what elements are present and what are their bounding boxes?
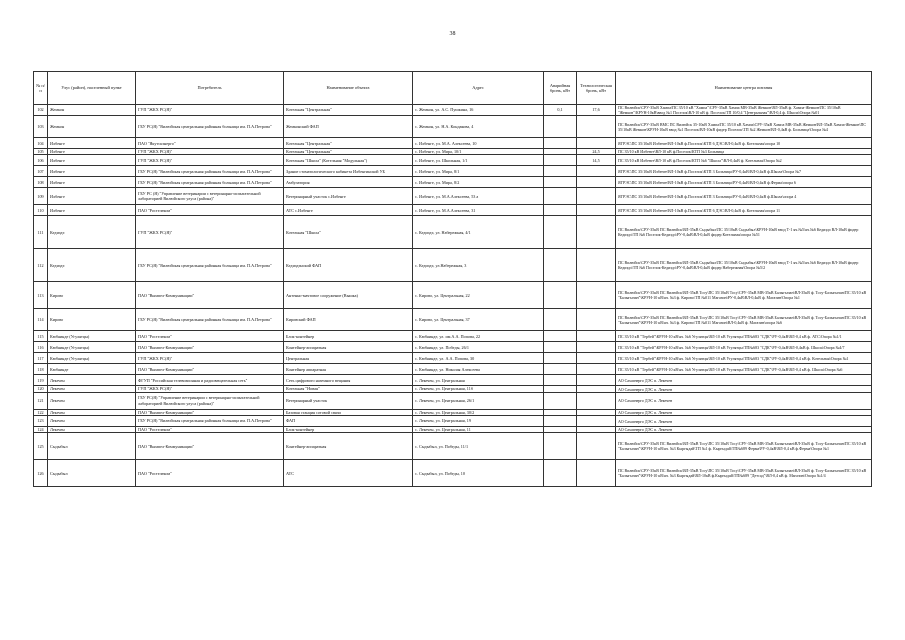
emergency-reserve-cell [544, 460, 577, 487]
row-number: 103 [34, 116, 48, 138]
emergency-reserve-cell [544, 282, 577, 309]
power-center-cell: ЯГРЭС\ПС 35/10кВ Илбенге\ВЛ-10кВ ф.Поселок\КТП 6 ДЭС\ВЛ-0,4кВ ф. Котельная\опора 11 [616, 205, 872, 216]
address-cell: с. Илбенге, ул. Школьная, 1/1 [413, 155, 544, 166]
table-row [34, 216, 872, 249]
consumer-cell: ГУП "ЖКХ РС(Я)" [136, 149, 284, 155]
address-cell: с. Кюбяинде, ул. Николая Алексеева [413, 364, 544, 375]
table-row [34, 392, 872, 409]
technological-reserve-cell [577, 205, 616, 216]
emergency-reserve-cell [544, 433, 577, 460]
object-cell: Центральная [284, 353, 413, 364]
settlement-cell: Лекечен [48, 427, 136, 433]
table-row [34, 188, 872, 205]
technological-reserve-cell [577, 166, 616, 177]
power-center-cell: АО Сахаэнерго ДЭС п. Лекечен [616, 386, 872, 392]
row-number: 118 [34, 364, 48, 375]
technological-reserve-cell [577, 416, 616, 427]
consumer-cell: ГБУ РС(Я) "Вилюйская центральная районная больница им. П.А.Петрова" [136, 166, 284, 177]
settlement-cell: Илбенге [48, 188, 136, 205]
table-row [34, 460, 872, 487]
power-center-cell: АО Сахаэнерго ДЭС п. Лекечен [616, 375, 872, 386]
object-cell: Котельная "Центральная" [284, 138, 413, 149]
column-header: Наименование объекта [284, 72, 413, 105]
object-cell: Ветеринарный участок [284, 392, 413, 409]
table-row [34, 416, 872, 427]
technological-reserve-cell [577, 353, 616, 364]
row-number: 117 [34, 353, 48, 364]
technological-reserve-cell [577, 364, 616, 375]
power-center-cell: АО Сахаэнерго ДЭС п. Лекечен [616, 392, 872, 409]
row-number: 105 [34, 149, 48, 155]
address-cell: с. Илбенге, ул. М.А.Алексеева, 53 а [413, 188, 544, 205]
row-number: 123 [34, 416, 48, 427]
column-header: Потребитель [136, 72, 284, 105]
emergency-reserve-cell [544, 353, 577, 364]
row-number: 124 [34, 427, 48, 433]
power-center-cell: ПС Вилюйск\СРУ-35кВ ПС Вилюйск\ВЛ-35кВ Тосу\ПС 35/10кВ Тосу\СРУ-35кВ МВ-35кВ Балыгычан\ВЛ-35кВ ф. Тосу-Балыгычан\ПС 35/10 кВ "Балыгычан"\КРУН-10 кВ\яч. №3 ф. Кирово\ТП №011 Магазин\ВЛ-0,4кВ ф. Магазин\опора №6 [616, 309, 872, 331]
consumer-cell: ПАО "Вымпел-Коммуникации" [136, 433, 284, 460]
address-cell: с. Кюбяинде, ул. Победы, 26/1 [413, 342, 544, 353]
power-center-cell: ПС Вилюйск\СРУ-35кВ ПС Вилюйск\ВЛ-35кВ Сыдыбыл\ПС 35/10кВ Сыдыбыл\КРУН-10кВ ввод Т-1 яч.№5\яч.№6 Кедиэдэ ВЛ-10кВ фидер Кедиэдэ\ТП №6 Поселок-Кедиэдэ\РУ-0,4кВ\ВЛ-0,4кВ фидер Котельная\опора №51 [616, 216, 872, 249]
object-cell: АТС [284, 460, 413, 487]
consumer-cell: ГУП "ЖКХ РС(Я)" [136, 216, 284, 249]
consumer-cell: ПАО "Вымпел-Коммуникации" [136, 342, 284, 353]
settlement-cell: Лекечен [48, 416, 136, 427]
technological-reserve-cell [577, 188, 616, 205]
address-cell: с. Кирово, ул. Центральная, 37 [413, 309, 544, 331]
object-cell: Сеть цифрового наземного вещания [284, 375, 413, 386]
consumer-cell: ГБУ РС(Я) "Вилюйская центральная районная больница им. П.А.Петрова" [136, 309, 284, 331]
consumer-cell: ПАО "Ростелеком" [136, 427, 284, 433]
consumer-cell: ПАО "Вымпел-Коммуникации" [136, 409, 284, 415]
column-header: Аварийная бронь, кВт [544, 72, 577, 105]
table-row [34, 282, 872, 309]
row-number: 109 [34, 188, 48, 205]
consumer-cell: ГУП "ЖКХ РС(Я)" [136, 105, 284, 116]
emergency-reserve-cell [544, 392, 577, 409]
address-cell: с. Илбенге, ул. М.А. Алексеева, 10 [413, 138, 544, 149]
power-center-cell: ПС 35/10 кВ Илбенге\ВЛ-10 кВ ф.Поселок\КТП №3 Больница [616, 149, 872, 155]
settlement-cell: Лекечен [48, 409, 136, 415]
power-center-cell: ПС 35/10 кВ "Тербей"\КРУН-10 кВ\яч. №6 Угулятцы\ВЛ-10 кВ Угулятцы\ТП№683 "СДК"\РУ-0,4кВ\ВЛ-0,4 кВ ф. Школа\Опора №6 [616, 364, 872, 375]
address-cell: с. Сыдыбыл, ул. Победы, 10 [413, 460, 544, 487]
table-body [34, 105, 872, 487]
settlement-cell: Кюбяинде (Угулятцы) [48, 342, 136, 353]
table-row [34, 353, 872, 364]
table-row [34, 205, 872, 216]
address-cell: с. Кюбяинде, ул. им.А.А. Попова, 22 [413, 331, 544, 342]
table-row [34, 342, 872, 353]
column-header: Технологическая бронь, кВт [577, 72, 616, 105]
power-center-cell: ЯГРЭС\ПС 35/10кВ Илбенге\ВЛ-10кВ ф.Поселок\КТП 6 ДЭС\ВЛ-0,4кВ ф. Котельная\опора 10 [616, 138, 872, 149]
power-center-cell: ЯГРЭС\ПС 35/10кВ Илбенге\ВЛ-10кВ ф.Поселок\КТП 3 Больница\РУ-0,4кВ\ВЛ-0,4кВ ф.Ферма\опора 6 [616, 177, 872, 188]
consumer-cell: ПАО "Ростелеком" [136, 460, 284, 487]
row-number: 113 [34, 282, 48, 309]
technological-reserve-cell [577, 309, 616, 331]
address-cell: с. Лекечен, ул. Центральная, 11б [413, 386, 544, 392]
settlement-cell: Илбенге [48, 177, 136, 188]
power-center-cell: ПС 35/10 кВ "Тербей"\КРУН-10 кВ\яч. №6 Угулятцы\ВЛ-10 кВ Угулятцы\ТП№683 "СДК"\РУ-0,4кВ\ВЛ-0,4 кВ ф. Котельная\Опора №1 [616, 353, 872, 364]
consumer-cell: ГУП "ЖКХ РС(Я)" [136, 353, 284, 364]
column-header: № п/п [34, 72, 48, 105]
address-cell: с. Илбенге, ул. М.А.Алексеева, 31 [413, 205, 544, 216]
column-header: Адрес [413, 72, 544, 105]
row-number: 111 [34, 216, 48, 249]
emergency-reserve-cell [544, 309, 577, 331]
page-number: 38 [449, 31, 456, 37]
row-number: 114 [34, 309, 48, 331]
settlement-cell: Кюбяинде (Угулятцы) [48, 331, 136, 342]
object-cell: ФАП [284, 416, 413, 427]
row-number: 116 [34, 342, 48, 353]
power-center-cell: ПС Вилюйск\СРУ-35кВ ПС Вилюйск\ВЛ-35кВ Тосу\ПС 35/10кВ Тосу\СРУ-35кВ МВ-35кВ Балыгычан\ВЛ-35кВ ф. Тосу-Балыгычан\ПС 35/10 кВ "Балыгычан"\КРУН-10 кВ\яч. №3 ф. Кирово\ТП №011 Магазин\РУ-0,4кВ\ВЛ-0,4кВ ф. Магазин\Опора №1 [616, 282, 872, 309]
table-row [34, 331, 872, 342]
row-number: 102 [34, 105, 48, 116]
table-row [34, 364, 872, 375]
settlement-cell: Лекечен [48, 392, 136, 409]
row-number: 125 [34, 433, 48, 460]
technological-reserve-cell [577, 282, 616, 309]
object-cell: Амбулатория [284, 177, 413, 188]
object-cell: Кедиэдэнский ФАП [284, 249, 413, 282]
emergency-reserve-cell [544, 138, 577, 149]
consumer-cell: ГБУ РС(Я) "Вилюйская центральная районная больница им. П.А.Петрова" [136, 249, 284, 282]
consumer-cell: ПАО "Вымпел-Коммуникации" [136, 364, 284, 375]
settlement-cell: Илбенге [48, 166, 136, 177]
row-number: 104 [34, 138, 48, 149]
object-cell: Блок-контейнер [284, 331, 413, 342]
emergency-reserve-cell [544, 216, 577, 249]
address-cell: с. Кирово, ул. Центральная, 22 [413, 282, 544, 309]
technological-reserve-cell: 17,6 [577, 105, 616, 116]
settlement-cell: Илбенге [48, 205, 136, 216]
power-center-cell: ПС Вилюйск\СРУ-35кВ ПС Вилюйск\ВЛ-35кВ Тосу\ПС 35/10кВ Тосу\СРУ-35кВ МВ-35кВ Балыгычан\ВЛ-35кВ ф. Тосу-Балыгычан\ПС 35/10 кВ "Балыгычан"\КРУН-10 кВ\яч. №3 Кыргыдай\ВЛ-10кВ ф.Кыргыдай\ТП№689 "Детсад"\ВЛ-0,4 кВ ф. Магазин\Опора №1/4 [616, 460, 872, 487]
row-number: 107 [34, 166, 48, 177]
technological-reserve-cell [577, 138, 616, 149]
object-cell: АТС с.Илбенге [284, 205, 413, 216]
row-number: 108 [34, 177, 48, 188]
column-header: Улус (район), населенный пункт [48, 72, 136, 105]
consumer-cell: ГУП "ЖКХ РС(Я)" [136, 155, 284, 166]
power-center-cell: ПС 35/10 кВ "Тербей"\КРУН-10 кВ\яч. №6 Угулятцы\ВЛ-10 кВ Угулятцы\ТП№683 "СДК"\РУ-0,4кВ\ВЛ-0,4 кВ ф. АТС\Опора №1/1 [616, 331, 872, 342]
emergency-reserve-cell [544, 155, 577, 166]
technological-reserve-cell [577, 375, 616, 386]
address-cell: с. Сыдыбыл, ул. Победы, 11/1 [413, 433, 544, 460]
power-center-cell: АО Сахаэнерго ДЭС п. Лекечен [616, 416, 872, 427]
address-cell: с. Лекечен, ул. Центральная, 19 [413, 416, 544, 427]
table-row [34, 433, 872, 460]
emergency-reserve-cell [544, 364, 577, 375]
technological-reserve-cell [577, 392, 616, 409]
emergency-reserve-cell: 0,1 [544, 105, 577, 116]
address-cell: с. Кедиэдэ, ул. Набережная, 4/1 [413, 216, 544, 249]
row-number: 115 [34, 331, 48, 342]
technological-reserve-cell [577, 216, 616, 249]
address-cell: с. Илбенге, ул. Мира, 10/1 [413, 149, 544, 155]
row-number: 126 [34, 460, 48, 487]
row-number: 122 [34, 409, 48, 415]
object-cell: Контейнер-аппаратная [284, 433, 413, 460]
row-number: 119 [34, 375, 48, 386]
row-number: 112 [34, 249, 48, 282]
address-cell: с. Лекечен, ул. Центральная, 11 [413, 427, 544, 433]
settlement-cell: Кирово [48, 309, 136, 331]
address-cell: с. Кюбяинде, ул. А.А. Попова, 30 [413, 353, 544, 364]
consumer-cell: ПАО "Ростелеком" [136, 205, 284, 216]
settlement-cell: Сыдыбыл [48, 433, 136, 460]
technological-reserve-cell [577, 331, 616, 342]
emergency-reserve-cell [544, 177, 577, 188]
consumer-cell: ФГУП "Российская телевизионная и радиовещательная сеть" [136, 375, 284, 386]
settlement-cell: Кюбяинде (Угулятцы) [48, 353, 136, 364]
object-cell: Жемконский ФАП [284, 116, 413, 138]
consumer-cell: ПАО "Ростелеком" [136, 331, 284, 342]
address-cell: с. Лекечен, ул. Центральная, 26/1 [413, 392, 544, 409]
table-header-row [34, 72, 872, 105]
technological-reserve-cell [577, 460, 616, 487]
power-center-cell: ПС Вилюйск\СРУ-35кВ ВМС ПС Вилюйск 35-10кВ Хампа\ПС 35/10 кВ Хампа\СРУ-35кВ Хампа МВ-35кВ Жемкон\ВЛ-35кВ Хампа-Жемкон\ПС 35/10кВ Жемкон\КРУН-10кВ ввод №1 Поселок\ВЛ-10кВ фидер Поселок\ТП №2 Жемкон\ВЛ-0,4кВ ф. Больница\Опора №4 [616, 116, 872, 138]
technological-reserve-cell: 14,5 [577, 155, 616, 166]
emergency-reserve-cell [544, 331, 577, 342]
settlement-cell: Кирово [48, 282, 136, 309]
power-consumers-table [33, 71, 872, 487]
row-number: 106 [34, 155, 48, 166]
emergency-reserve-cell [544, 116, 577, 138]
consumer-cell: ГУП "ЖКХ РС(Я)" [136, 386, 284, 392]
object-cell: Котельная "Школа" (Котельная "Модульная") [284, 155, 413, 166]
settlement-cell: Лекечен [48, 375, 136, 386]
column-header: Наименование центра питания [616, 72, 872, 105]
table-row [34, 138, 872, 149]
emergency-reserve-cell [544, 166, 577, 177]
power-center-cell: ПС Вилюйск\СРУ-35кВ ПС Вилюйск\ВЛ-35кВ Тосу\ПС 35/10кВ Тосу\СРУ-35кВ МВ-35кВ Балыгычан\ВЛ-35кВ ф. Тосу-Балыгычан\ПС 35/10 кВ "Балыгычан"\КРУН-10 кВ\яч. №3 Кыргыдай\ТП №1 ф. Кыргыдай\ТП№689 Ферма\РУ-0,4кВ\ВЛ-0,4 кВ ф.Ферма\Опора №1 [616, 433, 872, 460]
settlement-cell: Жемкон [48, 105, 136, 116]
table-row [34, 166, 872, 177]
emergency-reserve-cell [544, 188, 577, 205]
object-cell: Кировский ФАП [284, 309, 413, 331]
emergency-reserve-cell [544, 342, 577, 353]
address-cell: с. Жемкон, ул. Н.А. Кондакова, 4 [413, 116, 544, 138]
power-center-cell: ПС 35/10 кВ Илбенге\ВЛ-10 кВ ф.Поселок\КТП №6 "Школа"\ВЛ-0,4кВ ф. Котельная\Опора №2 [616, 155, 872, 166]
object-cell: Антенно-мачтовое сооружение (Вышка) [284, 282, 413, 309]
emergency-reserve-cell [544, 205, 577, 216]
technological-reserve-cell: 24,5 [577, 149, 616, 155]
address-cell: с. Лекечен, ул. Центральная [413, 375, 544, 386]
power-center-cell: АО Сахаэнерго ДЭС п. Лекечен [616, 427, 872, 433]
consumer-cell: ГБУ РС(Я) "Вилюйская центральная районная больница им. П.А.Петрова" [136, 116, 284, 138]
power-center-cell: ПС Вилюйск\СРУ-35кВ ПС Вилюйск\ВЛ-35кВ Сыдыбыл\ПС 35/10кВ Сыдыбыл\КРУН-10кВ ввод Т-1 яч.№5\яч.№6 Кедиэдэ ВЛ-10кВ фидер Кедиэдэ\ТП №6 Поселок-Кедиэдэ\РУ-0,4кВ\ВЛ-0,4кВ фидер Набережная\Опора №5/2 [616, 249, 872, 282]
address-cell: с. Лекечен, ул. Центральная, 30/2 [413, 409, 544, 415]
settlement-cell: Кюбяинде [48, 364, 136, 375]
table-row [34, 375, 872, 386]
settlement-cell: Илбенге [48, 149, 136, 155]
power-center-cell: АО Сахаэнерго ДЭС п. Лекечен [616, 409, 872, 415]
technological-reserve-cell [577, 177, 616, 188]
address-cell: с. Кедиэдэ, ул.Набережная, 3 [413, 249, 544, 282]
consumer-cell: ПАО "Вымпел-Коммуникации" [136, 282, 284, 309]
table-row [34, 309, 872, 331]
object-cell: Здание стоматологического кабинета Илбенгинской УБ [284, 166, 413, 177]
settlement-cell: Илбенге [48, 138, 136, 149]
table-row [34, 116, 872, 138]
power-center-cell: ПС 35/10 кВ "Тербей"\КРУН-10 кВ\яч. №6 Угулятцы\ВЛ-10 кВ Угулятцы\ТП№683 "СДК"\РУ-0,4кВ\ВЛ-0,4кВ ф. Школа\Опора №4/7 [616, 342, 872, 353]
address-cell: с. Жемкон, ул. А.С. Пушкина, 16 [413, 105, 544, 116]
row-number: 120 [34, 386, 48, 392]
row-number: 121 [34, 392, 48, 409]
consumer-cell: ГБУ РС(Я) "Вилюйская центральная районная больница им. П.А.Петрова" [136, 177, 284, 188]
row-number: 110 [34, 205, 48, 216]
power-center-cell: ЯГРЭС\ПС 35/10кВ Илбенге\ВЛ-10кВ ф.Поселок\КТП 3 Больница\РУ-0,4кВ\ВЛ-0,4кВ ф.Школа\Опора №7 [616, 166, 872, 177]
consumer-cell: ГБУ РС(Я) "Управление ветеринарии с ветеринарно-испытательной лабораторией Вилюйского улуса (района)" [136, 392, 284, 409]
table-row [34, 177, 872, 188]
settlement-cell: Лекечен [48, 386, 136, 392]
table-row [34, 249, 872, 282]
object-cell: Котельная "Центральная" [284, 105, 413, 116]
emergency-reserve-cell [544, 249, 577, 282]
consumer-cell: ГБУ РС(Я) "Вилюйская центральная районная больница им. П.А.Петрова" [136, 416, 284, 427]
table-row [34, 155, 872, 166]
consumer-cell: ПАО "Якутскэнерго" [136, 138, 284, 149]
object-cell: Ветеринарный участок с.Илбенге [284, 188, 413, 205]
settlement-cell: Илбенге [48, 155, 136, 166]
object-cell: Блок-контейнер [284, 427, 413, 433]
technological-reserve-cell [577, 249, 616, 282]
settlement-cell: Жемкон [48, 116, 136, 138]
object-cell: Базовая станция сотовой связи [284, 409, 413, 415]
address-cell: с. Илбенге, ул. Мира, 8/1 [413, 166, 544, 177]
address-cell: с. Илбенге, ул. Мира, 8/2 [413, 177, 544, 188]
settlement-cell: Кедиэдэ [48, 249, 136, 282]
power-center-cell: ЯГРЭС\ПС 35/10кВ Илбенге\ВЛ-10кВ ф.Поселок\КТП 3 Больница\РУ-0,4кВ\ВЛ-0,4кВ ф.Школа\опора 4 [616, 188, 872, 205]
object-cell: Контейнер-аппаратная [284, 342, 413, 353]
technological-reserve-cell [577, 433, 616, 460]
emergency-reserve-cell [544, 416, 577, 427]
object-cell: Контейнер аппаратная [284, 364, 413, 375]
emergency-reserve-cell [544, 375, 577, 386]
technological-reserve-cell [577, 342, 616, 353]
table-row [34, 105, 872, 116]
power-center-cell: ПС Вилюйск\СРУ-35кВ Хампа\ПС 35/10 кВ "Хампа"\СРУ-35кВ Хампа МВ-35кВ Жемкон\ВЛ-35кВ ф. Хампа-Жемкон\ПС 35/10кВ "Жемкон"\КРУН-10кВ\ввод №1 Поселок\ВЛ-10 кВ ф. Поселок\ТП 10/0,4 "Центральная"\ВЛ-0,4 ф. Школа\Опора №01 [616, 105, 872, 116]
settlement-cell: Кедиэдэ [48, 216, 136, 249]
settlement-cell: Сыдыбыл [48, 460, 136, 487]
object-cell: Котельная "Новая" [284, 386, 413, 392]
consumer-cell: ГБУ РС (Я) "Управление ветеринарии с ветеринарно-испытательной лабораторией Вилюйского улуса (района)" [136, 188, 284, 205]
object-cell: Котельная "Центральная" [284, 149, 413, 155]
technological-reserve-cell [577, 116, 616, 138]
object-cell: Котельная "Школа" [284, 216, 413, 249]
